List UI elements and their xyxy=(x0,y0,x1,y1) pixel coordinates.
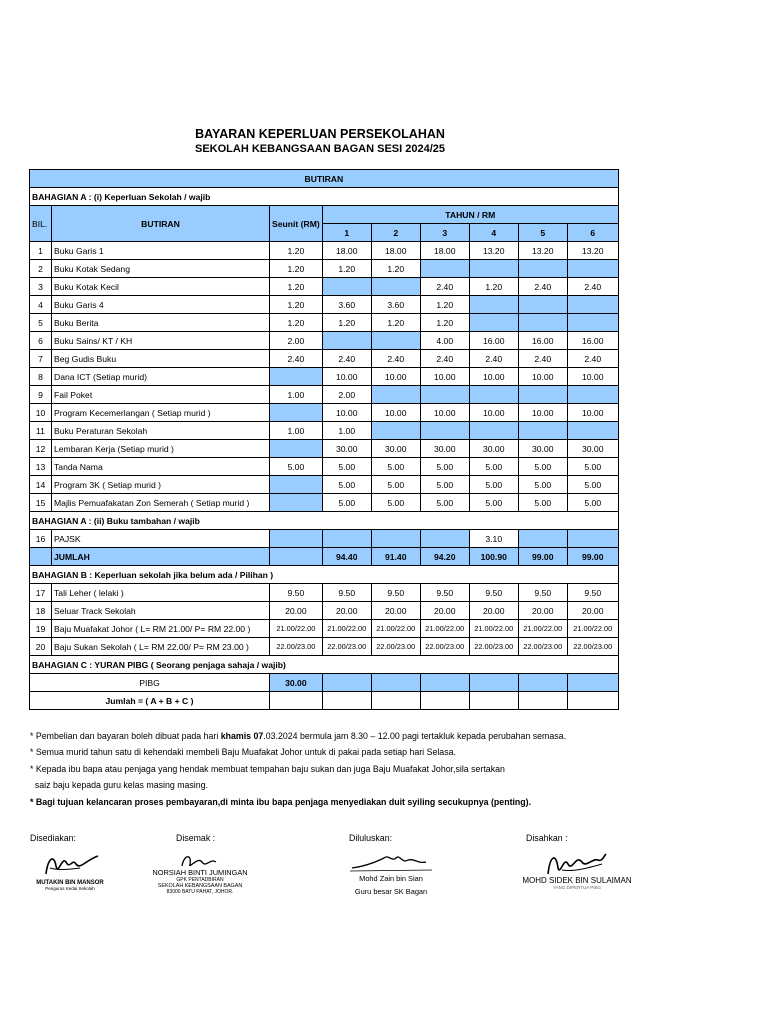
row-year-2-value: 20.00 xyxy=(371,602,420,620)
col-year-4-header: 4 xyxy=(469,224,518,242)
row-unit-price: 22.00/23.00 xyxy=(270,638,323,656)
row-unit-price: 2.40 xyxy=(270,350,323,368)
row-year-4-value xyxy=(469,386,518,404)
row-year-5-value: 9.50 xyxy=(518,584,567,602)
row-year-2-value: 5.00 xyxy=(371,494,420,512)
jumlah-row xyxy=(30,548,619,566)
row-year-3-value xyxy=(420,422,469,440)
col-year-6-header: 6 xyxy=(567,224,618,242)
row-number: 20 xyxy=(30,638,52,656)
row-year-6-value: 30.00 xyxy=(567,440,618,458)
row-item: Beg Gudis Buku xyxy=(52,350,270,368)
row-year-5-value: 5.00 xyxy=(518,458,567,476)
col-year-2-header: 2 xyxy=(371,224,420,242)
row-item: Majlis Pemuafakatan Zon Semerah ( Setiap murid ) xyxy=(52,494,270,512)
row-item: Program Kecemerlangan ( Setiap murid ) xyxy=(52,404,270,422)
table-row xyxy=(30,350,619,368)
row-year-4-value: 2.40 xyxy=(469,350,518,368)
row-year-3-value: 10.00 xyxy=(420,404,469,422)
jumlah-label: JUMLAH xyxy=(52,548,270,566)
row-unit-price: 1.20 xyxy=(270,314,323,332)
row-item: Fail Poket xyxy=(52,386,270,404)
section-b-header-label: BAHAGIAN B : Keperluan sekolah jika belum ada / Pilihan ) xyxy=(30,566,619,584)
row-unit-price: 1.00 xyxy=(270,386,323,404)
label-disahkan: Disahkan : xyxy=(526,833,568,843)
col-bil-header: BIL. xyxy=(30,206,52,242)
row-year-6-value: 5.00 xyxy=(567,476,618,494)
row-year-6-value xyxy=(567,260,618,278)
row-year-5-value: 22.00/23.00 xyxy=(518,638,567,656)
row-year-1-value: 5.00 xyxy=(322,476,371,494)
row-year-2-value: 2.40 xyxy=(371,350,420,368)
section-a2-header xyxy=(30,512,619,530)
row-item: Buku Sains/ KT / KH xyxy=(52,332,270,350)
row-year-4-value: 1.20 xyxy=(469,278,518,296)
row-year-3-value: 10.00 xyxy=(420,368,469,386)
note-3-continued: saiz baju kepada guru kelas masing masing. xyxy=(30,780,208,791)
row-year-4-value: 16.00 xyxy=(469,332,518,350)
row-number: 6 xyxy=(30,332,52,350)
section-a2-header-label: BAHAGIAN A : (ii) Buku tambahan / wajib xyxy=(30,512,619,530)
row-year-2-value xyxy=(371,278,420,296)
table-row xyxy=(30,296,619,314)
row-item: Seluar Track Sekolah xyxy=(52,602,270,620)
row-year-4-value: 5.00 xyxy=(469,458,518,476)
row-unit-price xyxy=(270,476,323,494)
notes xyxy=(30,728,566,810)
row-item: Tali Leher ( lelaki ) xyxy=(52,584,270,602)
row-year-1-value: 10.00 xyxy=(322,404,371,422)
row-year-4-value: 13.20 xyxy=(469,242,518,260)
row-year-2-value: 30.00 xyxy=(371,440,420,458)
jumlah-empty-cell xyxy=(30,548,52,566)
row-year-1-value: 3.60 xyxy=(322,296,371,314)
row-year-5-value: 10.00 xyxy=(518,368,567,386)
signer-1-role: Pengurus Kedai Sekolah xyxy=(45,886,95,891)
jumlah-year-3: 94.20 xyxy=(420,548,469,566)
table-row xyxy=(30,584,619,602)
row-number: 8 xyxy=(30,368,52,386)
row-year-6-value: 10.00 xyxy=(567,404,618,422)
row-year-6-value xyxy=(567,296,618,314)
row-unit-price xyxy=(270,530,323,548)
grand-total-year-4 xyxy=(469,692,518,710)
row-year-6-value: 5.00 xyxy=(567,458,618,476)
col-tahun-header: TAHUN / RM xyxy=(322,206,618,224)
row-year-2-value: 22.00/23.00 xyxy=(371,638,420,656)
signature-1-scribble xyxy=(36,848,104,880)
signer-2-name: NORSIAH BINTI JUMINGAN xyxy=(152,868,248,877)
row-year-1-value: 5.00 xyxy=(322,494,371,512)
note-4: * Bagi tujuan kelancaran proses pembayaran,di minta ibu bapa penjaga menyediakan duit syiling secukupnya (penting). xyxy=(30,796,532,807)
signer-3-role: Guru besar SK Bagan xyxy=(354,887,428,896)
row-year-1-value: 9.50 xyxy=(322,584,371,602)
signer-2-role: GPK PENTADBIRAN xyxy=(176,877,224,883)
row-year-1-value xyxy=(322,332,371,350)
row-year-3-value: 2.40 xyxy=(420,350,469,368)
row-item: Lembaran Kerja (Setiap murid ) xyxy=(52,440,270,458)
table-top-header: BUTIRAN xyxy=(30,170,619,188)
row-number: 19 xyxy=(30,620,52,638)
row-year-1-value: 21.00/22.00 xyxy=(322,620,371,638)
row-year-5-value: 20.00 xyxy=(518,602,567,620)
row-unit-price: 9.50 xyxy=(270,584,323,602)
row-unit-price xyxy=(270,368,323,386)
table-row xyxy=(30,368,619,386)
pibg-year-2 xyxy=(371,674,420,692)
row-unit-price: 1.20 xyxy=(270,242,323,260)
row-year-4-value: 5.00 xyxy=(469,476,518,494)
row-year-5-value: 2.40 xyxy=(518,278,567,296)
table-row xyxy=(30,332,619,350)
row-year-5-value xyxy=(518,314,567,332)
grand-total-label: Jumlah = ( A + B + C ) xyxy=(30,692,270,710)
pibg-row xyxy=(30,674,619,692)
row-item: PAJSK xyxy=(52,530,270,548)
section-b-header xyxy=(30,566,619,584)
table-row xyxy=(30,476,619,494)
row-item: Tanda Nama xyxy=(52,458,270,476)
grand-total-year-6 xyxy=(567,692,618,710)
row-number: 4 xyxy=(30,296,52,314)
row-year-6-value xyxy=(567,386,618,404)
note-2: * Semua murid tahun satu di kehendaki membeli Baju Muafakat Johor untuk di pakai pada setiap hari Selasa. xyxy=(30,747,456,758)
row-year-5-value xyxy=(518,386,567,404)
row-year-2-value: 1.20 xyxy=(371,314,420,332)
row-year-6-value: 5.00 xyxy=(567,494,618,512)
label-disediakan: Disediakan: xyxy=(30,833,76,843)
row-number: 13 xyxy=(30,458,52,476)
row-unit-price: 1.20 xyxy=(270,296,323,314)
row-year-6-value: 22.00/23.00 xyxy=(567,638,618,656)
row-year-4-value: 10.00 xyxy=(469,404,518,422)
row-number: 10 xyxy=(30,404,52,422)
table-row xyxy=(30,494,619,512)
table-row xyxy=(30,440,619,458)
row-unit-price: 5.00 xyxy=(270,458,323,476)
row-year-3-value: 2.40 xyxy=(420,278,469,296)
signature-block-1 xyxy=(36,848,104,891)
table-row xyxy=(30,422,619,440)
row-year-4-value: 30.00 xyxy=(469,440,518,458)
row-unit-price xyxy=(270,404,323,422)
section-a1-header: BAHAGIAN A : (i) Keperluan Sekolah / wajib xyxy=(30,188,619,206)
grand-total-row xyxy=(30,692,619,710)
row-year-1-value: 1.00 xyxy=(322,422,371,440)
row-number: 9 xyxy=(30,386,52,404)
row-year-6-value: 21.00/22.00 xyxy=(567,620,618,638)
table-row xyxy=(30,602,619,620)
row-year-5-value: 5.00 xyxy=(518,476,567,494)
row-year-2-value: 1.20 xyxy=(371,260,420,278)
signer-2-address: 83000 BATU PAHAT, JOHOR. xyxy=(166,889,234,895)
row-year-3-value xyxy=(420,386,469,404)
row-year-2-value: 5.00 xyxy=(371,458,420,476)
fee-table xyxy=(29,169,619,710)
row-year-5-value: 2.40 xyxy=(518,350,567,368)
row-year-1-value: 5.00 xyxy=(322,458,371,476)
row-year-3-value: 1.20 xyxy=(420,296,469,314)
table-row xyxy=(30,638,619,656)
table-row xyxy=(30,314,619,332)
row-year-1-value xyxy=(322,530,371,548)
row-year-1-value: 2.40 xyxy=(322,350,371,368)
page-subtitle: SEKOLAH KEBANGSAAN BAGAN SESI 2024/25 xyxy=(194,143,445,155)
row-year-3-value: 1.20 xyxy=(420,314,469,332)
col-year-1-header: 1 xyxy=(322,224,371,242)
signature-4-scribble xyxy=(518,850,636,878)
pibg-year-3 xyxy=(420,674,469,692)
row-unit-price: 1.20 xyxy=(270,278,323,296)
row-year-6-value: 2.40 xyxy=(567,278,618,296)
table-row xyxy=(30,278,619,296)
row-unit-price: 21.00/22.00 xyxy=(270,620,323,638)
row-year-2-value: 3.60 xyxy=(371,296,420,314)
row-year-2-value: 21.00/22.00 xyxy=(371,620,420,638)
note-3: * Kepada ibu bapa atau penjaga yang hendak membuat tempahan baju sukan dan juga Baju Muafakat Johor,sila sertakan xyxy=(30,763,505,774)
table-row xyxy=(30,386,619,404)
row-year-3-value: 9.50 xyxy=(420,584,469,602)
row-year-5-value xyxy=(518,530,567,548)
row-year-3-value: 21.00/22.00 xyxy=(420,620,469,638)
row-year-1-value: 22.00/23.00 xyxy=(322,638,371,656)
row-item: Baju Muafakat Johor ( L= RM 21.00/ P= RM 22.00 ) xyxy=(52,620,270,638)
row-unit-price: 1.20 xyxy=(270,260,323,278)
row-number: 3 xyxy=(30,278,52,296)
row-year-3-value: 22.00/23.00 xyxy=(420,638,469,656)
row-year-2-value: 5.00 xyxy=(371,476,420,494)
row-year-4-value xyxy=(469,296,518,314)
row-number: 11 xyxy=(30,422,52,440)
row-year-2-value: 18.00 xyxy=(371,242,420,260)
row-year-2-value xyxy=(371,332,420,350)
row-year-6-value: 16.00 xyxy=(567,332,618,350)
label-disemak: Disemak : xyxy=(176,833,216,843)
signer-4-name: MOHD SIDEK BIN SULAIMAN xyxy=(522,876,632,885)
row-year-1-value: 10.00 xyxy=(322,368,371,386)
row-year-1-value xyxy=(322,278,371,296)
row-year-3-value: 5.00 xyxy=(420,476,469,494)
signature-block-2 xyxy=(144,850,256,895)
pibg-year-5 xyxy=(518,674,567,692)
row-year-4-value xyxy=(469,314,518,332)
row-year-2-value xyxy=(371,422,420,440)
row-year-4-value: 9.50 xyxy=(469,584,518,602)
row-year-1-value: 30.00 xyxy=(322,440,371,458)
row-year-5-value xyxy=(518,422,567,440)
row-item: Buku Peraturan Sekolah xyxy=(52,422,270,440)
grand-total-year-1 xyxy=(322,692,371,710)
row-year-2-value xyxy=(371,386,420,404)
row-year-5-value: 13.20 xyxy=(518,242,567,260)
row-year-3-value xyxy=(420,530,469,548)
pibg-label: PIBG xyxy=(30,674,270,692)
grand-total-year-2 xyxy=(371,692,420,710)
row-year-3-value: 20.00 xyxy=(420,602,469,620)
row-number: 5 xyxy=(30,314,52,332)
row-number: 7 xyxy=(30,350,52,368)
row-year-4-value: 20.00 xyxy=(469,602,518,620)
signer-2-school: SEKOLAH KEBANGSAAN BAGAN xyxy=(157,883,243,889)
jumlah-year-4: 100.90 xyxy=(469,548,518,566)
row-year-5-value: 10.00 xyxy=(518,404,567,422)
pibg-year-4 xyxy=(469,674,518,692)
row-year-5-value: 30.00 xyxy=(518,440,567,458)
signer-1-name: MUTAKIN BIN MANSOR xyxy=(36,880,104,886)
row-number: 2 xyxy=(30,260,52,278)
pibg-year-6 xyxy=(567,674,618,692)
row-year-1-value: 1.20 xyxy=(322,314,371,332)
row-year-4-value: 10.00 xyxy=(469,368,518,386)
row-item: Dana ICT (Setiap murid) xyxy=(52,368,270,386)
grand-total-unit xyxy=(270,692,323,710)
note-1: * Pembelian dan bayaran boleh dibuat pada hari khamis 07.03.2024 bermula jam 8.30 – 12.00 pagi tertakluk kepada perubahan semasa. xyxy=(30,731,567,741)
signature-block-4 xyxy=(518,850,636,890)
row-item: Buku Garis 1 xyxy=(52,242,270,260)
signature-3-scribble xyxy=(346,850,436,874)
grand-total-year-3 xyxy=(420,692,469,710)
jumlah-year-1: 94.40 xyxy=(322,548,371,566)
table-row xyxy=(30,620,619,638)
page-title: BAYARAN KEPERLUAN PERSEKOLAHAN xyxy=(195,127,445,141)
signature-block-3 xyxy=(346,850,436,896)
row-year-5-value xyxy=(518,260,567,278)
row-item: Buku Kotak Kecil xyxy=(52,278,270,296)
table-row xyxy=(30,458,619,476)
row-item: Program 3K ( Setiap murid ) xyxy=(52,476,270,494)
jumlah-year-6: 99.00 xyxy=(567,548,618,566)
row-item: Buku Kotak Sedang xyxy=(52,260,270,278)
pibg-amount: 30.00 xyxy=(270,674,323,692)
jumlah-unit-cell xyxy=(270,548,323,566)
row-year-6-value: 9.50 xyxy=(567,584,618,602)
row-item: Baju Sukan Sekolah ( L= RM 22.00/ P= RM 23.00 ) xyxy=(52,638,270,656)
row-year-3-value: 18.00 xyxy=(420,242,469,260)
row-year-6-value xyxy=(567,314,618,332)
col-seunit-header: Seunit (RM) xyxy=(270,206,323,242)
row-unit-price xyxy=(270,440,323,458)
row-year-3-value: 5.00 xyxy=(420,494,469,512)
col-butiran-header: BUTIRAN xyxy=(52,206,270,242)
row-year-4-value xyxy=(469,260,518,278)
row-year-4-value: 3.10 xyxy=(469,530,518,548)
row-year-4-value xyxy=(469,422,518,440)
row-year-3-value: 30.00 xyxy=(420,440,469,458)
row-item: Buku Berita xyxy=(52,314,270,332)
row-number: 14 xyxy=(30,476,52,494)
row-year-3-value xyxy=(420,260,469,278)
row-year-6-value: 2.40 xyxy=(567,350,618,368)
row-year-4-value: 22.00/23.00 xyxy=(469,638,518,656)
row-year-4-value: 21.00/22.00 xyxy=(469,620,518,638)
table-row xyxy=(30,260,619,278)
row-year-5-value: 5.00 xyxy=(518,494,567,512)
row-unit-price xyxy=(270,494,323,512)
col-year-5-header: 5 xyxy=(518,224,567,242)
row-year-6-value xyxy=(567,530,618,548)
grand-total-year-5 xyxy=(518,692,567,710)
table-row xyxy=(30,242,619,260)
signer-3-name: Mohd Zain bin Sian xyxy=(359,874,423,883)
row-number: 1 xyxy=(30,242,52,260)
label-diluluskan: Diluluskan: xyxy=(349,833,393,843)
row-year-3-value: 4.00 xyxy=(420,332,469,350)
row-year-3-value: 5.00 xyxy=(420,458,469,476)
row-year-6-value xyxy=(567,422,618,440)
row-year-5-value xyxy=(518,296,567,314)
signer-4-role: YANG DIPERTUA PIBG xyxy=(552,885,602,890)
row-year-5-value: 21.00/22.00 xyxy=(518,620,567,638)
row-year-2-value: 10.00 xyxy=(371,368,420,386)
row-number: 12 xyxy=(30,440,52,458)
section-c-header-label: BAHAGIAN C : YURAN PIBG ( Seorang penjaga sahaja / wajib) xyxy=(30,656,619,674)
row-number: 16 xyxy=(30,530,52,548)
row-number: 15 xyxy=(30,494,52,512)
row-year-6-value: 20.00 xyxy=(567,602,618,620)
table-row xyxy=(30,404,619,422)
row-year-1-value: 1.20 xyxy=(322,260,371,278)
jumlah-year-5: 99.00 xyxy=(518,548,567,566)
row-year-1-value: 18.00 xyxy=(322,242,371,260)
row-year-6-value: 13.20 xyxy=(567,242,618,260)
row-year-2-value: 9.50 xyxy=(371,584,420,602)
row-number: 17 xyxy=(30,584,52,602)
row-year-1-value: 20.00 xyxy=(322,602,371,620)
row-year-4-value: 5.00 xyxy=(469,494,518,512)
row-year-2-value xyxy=(371,530,420,548)
section-c-header xyxy=(30,656,619,674)
pibg-year-1 xyxy=(322,674,371,692)
col-year-3-header: 3 xyxy=(420,224,469,242)
table-row xyxy=(30,530,619,548)
row-year-1-value: 2.00 xyxy=(322,386,371,404)
row-item: Buku Garis 4 xyxy=(52,296,270,314)
row-unit-price: 1.00 xyxy=(270,422,323,440)
jumlah-year-2: 91.40 xyxy=(371,548,420,566)
row-number: 18 xyxy=(30,602,52,620)
row-year-5-value: 16.00 xyxy=(518,332,567,350)
row-unit-price: 2.00 xyxy=(270,332,323,350)
row-year-2-value: 10.00 xyxy=(371,404,420,422)
row-unit-price: 20.00 xyxy=(270,602,323,620)
row-year-6-value: 10.00 xyxy=(567,368,618,386)
